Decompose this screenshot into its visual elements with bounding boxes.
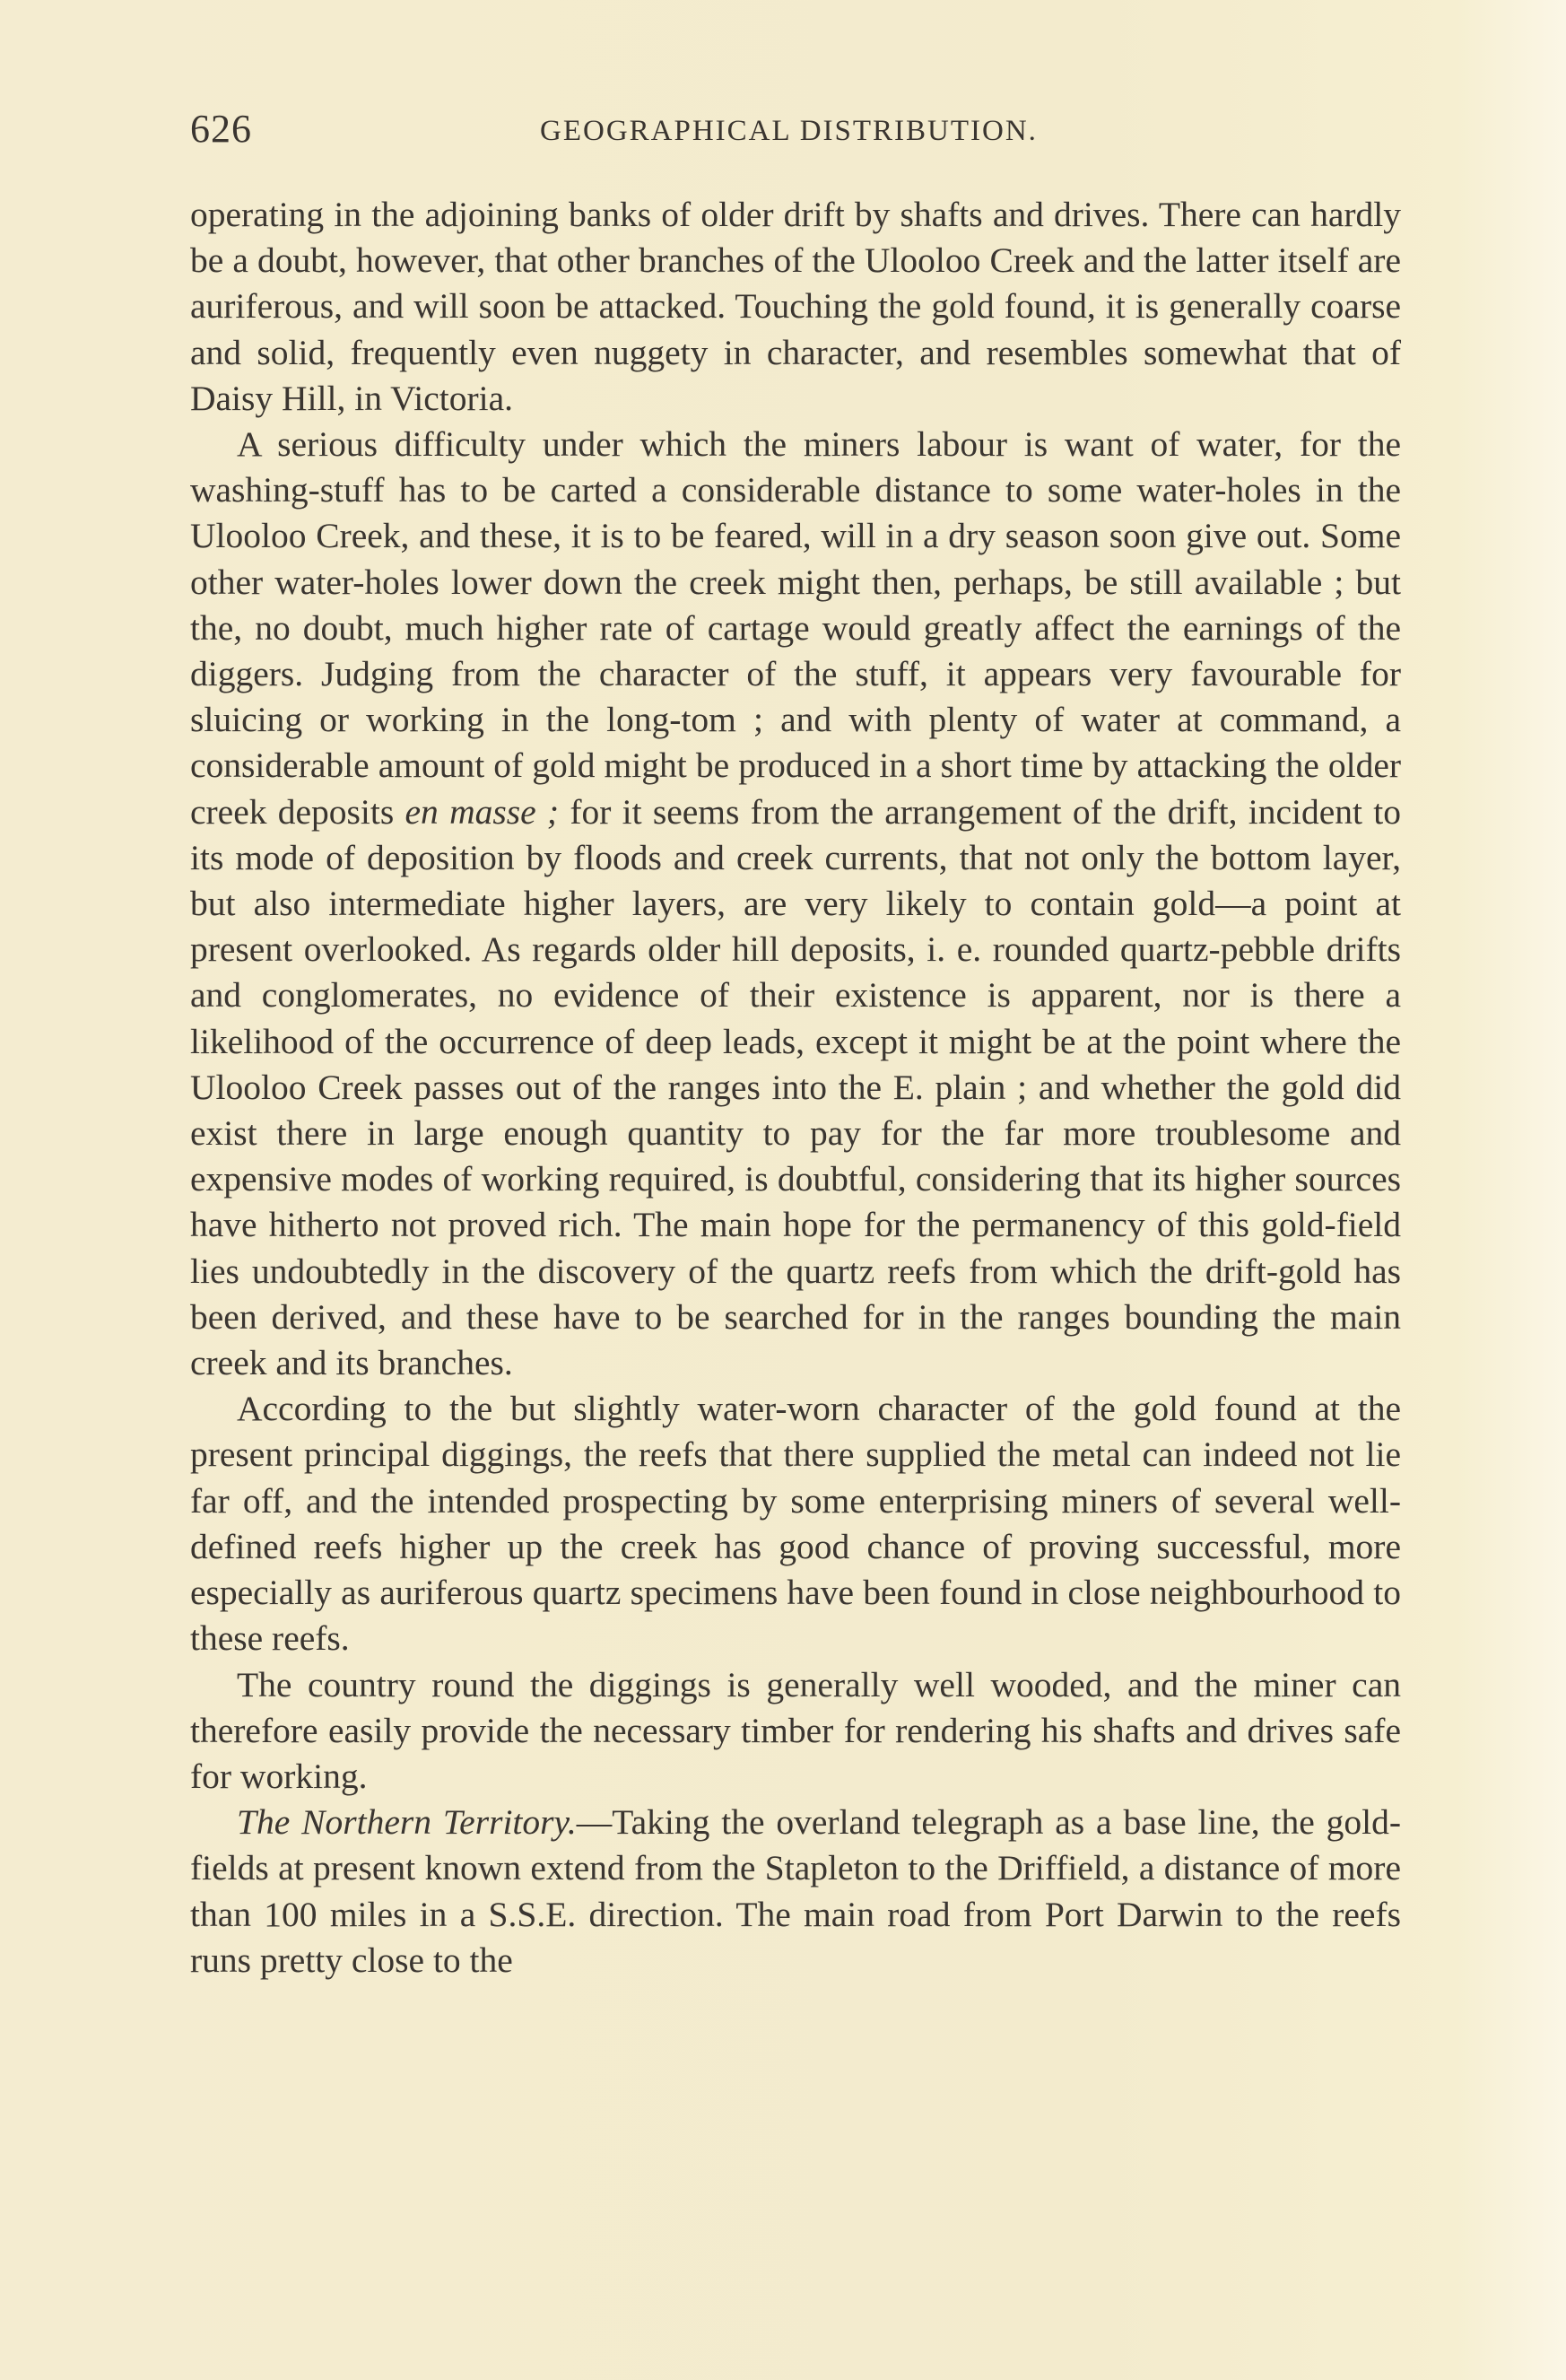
paragraph-2-italic-phrase: en masse ;	[405, 791, 560, 832]
page-header	[190, 106, 1401, 160]
body-text	[190, 192, 1401, 1983]
paragraph-5-text: —Taking the overland telegraph as a base line, the gold-fields at present known extend from the Stapleton to the Driffield, a distance of more than 100 miles in a S.S.E. direction. The main road from Port Darwin to the reefs runs pretty close to the	[190, 1802, 1402, 1980]
paragraph-5	[190, 1800, 1401, 1983]
running-head: GEOGRAPHICAL DISTRIBUTION.	[540, 115, 1038, 147]
paragraph-4: The country round the diggings is generally well wooded, and the miner can therefore easily provide the necessary timber for rendering his shafts and drives safe for working.	[190, 1664, 1401, 1796]
paragraph-2	[190, 422, 1401, 1386]
paragraph-1: operating in the adjoining banks of older drift by shafts and drives. There can hardly be a doubt, however, that other branches of the Ulooloo Creek and the latter itself are auriferous, and will soon be attacked. Touching the gold found, it is generally coarse and solid, frequently even nuggety in character, and resembles somewhat that of Daisy Hill, in Victoria.	[190, 195, 1401, 418]
paragraph-2-part-2: for it seems from the arrangement of the drift, incident to its mode of deposition by floods and creek currents, that not only the bottom layer, but also intermediate higher layers, are very likely to contain gold—a point at present overlooked. As regards older hill deposits, i. e. rounded quartz-pebble drifts and conglomerates, no evidence of their existence is apparent, nor is there a likelihood of the occurrence of deep leads, except it might be at the point where the Ulooloo Creek passes out of the ranges into the E. plain ; and whether the gold did exist there in large enough quantity to pay for the far more troublesome and expensive modes of working required, is doubtful, considering that its higher sources have hitherto not proved rich. The main hope for the permanency of this gold-field lies undoubtedly in the discovery of the quartz reefs from which the drift-gold has been derived, and these have to be searched for in the ranges bounding the main creek and its branches.	[190, 791, 1401, 1383]
paragraph-2-part-1: A serious difficulty under which the miners labour is want of water, for the washing-stuff has to be carted a considerable distance to some water-holes in the Ulooloo Creek, and these, it is to be feared, will in a dry season soon give out. Some other water-holes lower down the creek might then, perhaps, be still available ; but the, no doubt, much higher rate of cartage would greatly affect the earnings of the diggers. Judging from the character of the stuff, it appears very favourable for sluicing or working in the long-tom ; and with plenty of water at command, a considerable amount of gold might be produced in a short time by attacking the older creek deposits	[190, 424, 1401, 832]
paragraph-3: According to the but slightly water-worn character of the gold found at the present principal diggings, the reefs that there supplied the metal can indeed not lie far off, and the intended prospecting by some enterprising miners of several well-defined reefs higher up the creek has good chance of proving successful, more especially as auriferous quartz specimens have been found in close neighbourhood to these reefs.	[190, 1389, 1401, 1659]
section-heading-northern-territory: The Northern Territory.	[237, 1802, 577, 1843]
page-number: 626	[190, 107, 252, 151]
